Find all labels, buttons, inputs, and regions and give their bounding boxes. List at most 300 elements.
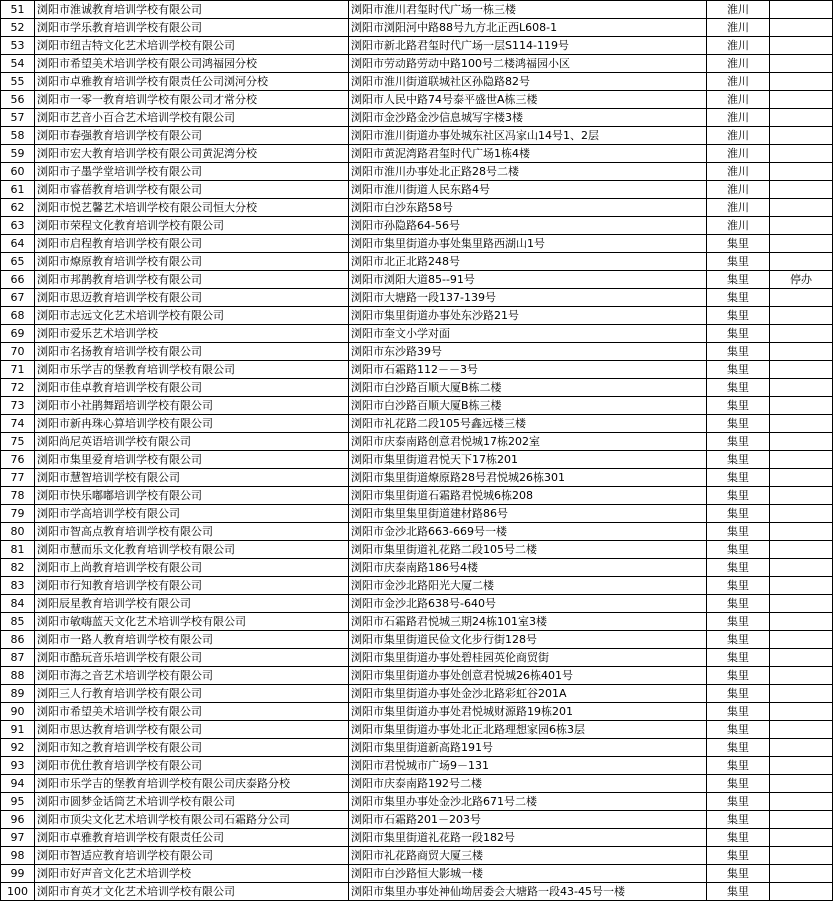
address-cell: 浏阳市君悦城市广场9－131 [349,757,707,775]
status-cell [770,649,833,667]
status-cell [770,559,833,577]
district-cell: 集里 [707,793,770,811]
status-cell [770,55,833,73]
status-cell [770,595,833,613]
table-row [1,667,833,685]
school-name-cell: 浏阳市上尚教育培训学校有限公司 [35,559,349,577]
status-cell [770,199,833,217]
row-number-cell: 66 [1,271,35,289]
table-row [1,433,833,451]
district-cell: 淮川 [707,217,770,235]
row-number-cell: 95 [1,793,35,811]
district-cell: 集里 [707,541,770,559]
district-cell: 淮川 [707,55,770,73]
row-number-cell: 85 [1,613,35,631]
address-cell: 浏阳市礼花路商贸大厦三楼 [349,847,707,865]
school-name-cell: 浏阳市智高点教育培训学校有限公司 [35,523,349,541]
address-cell: 浏阳市金沙北路663-669号一楼 [349,523,707,541]
district-cell: 集里 [707,685,770,703]
address-cell: 浏阳市集里街道石霜路君悦城6栋208 [349,487,707,505]
school-name-cell: 浏阳市荣程文化教育培训学校有限公司 [35,217,349,235]
school-name-cell: 浏阳市纽吉特文化艺术培训学校有限公司 [35,37,349,55]
district-cell: 集里 [707,703,770,721]
table-row [1,523,833,541]
row-number-cell: 79 [1,505,35,523]
district-cell: 淮川 [707,145,770,163]
table-row [1,703,833,721]
row-number-cell: 59 [1,145,35,163]
school-name-cell: 浏阳市一零一教育培训学校有限公司才常分校 [35,91,349,109]
school-name-cell: 浏阳市邦鹊教育培训学校有限公司 [35,271,349,289]
school-name-cell: 浏阳市卓雅教育培训学校有限责任公司 [35,829,349,847]
address-cell: 浏阳市淮川办事处北正路28号二楼 [349,163,707,181]
school-name-cell: 浏阳市学乐教育培训学校有限公司 [35,19,349,37]
school-name-cell: 浏阳辰星教育培训学校有限公司 [35,595,349,613]
table-row [1,685,833,703]
district-cell: 淮川 [707,199,770,217]
table-row [1,397,833,415]
district-cell: 集里 [707,649,770,667]
table-row [1,451,833,469]
school-name-cell: 浏阳市知之教育培训学校有限公司 [35,739,349,757]
district-cell: 集里 [707,253,770,271]
row-number-cell: 55 [1,73,35,91]
row-number-cell: 75 [1,433,35,451]
table-row [1,1,833,19]
district-cell: 集里 [707,883,770,901]
table-row [1,487,833,505]
table-row [1,307,833,325]
table-row [1,757,833,775]
school-name-cell: 浏阳市乐学吉的堡教育培训学校有限公司 [35,361,349,379]
address-cell: 浏阳市集里街道民俭文化步行街128号 [349,631,707,649]
row-number-cell: 73 [1,397,35,415]
school-name-cell: 浏阳市春强教育培训学校有限公司 [35,127,349,145]
status-cell [770,253,833,271]
status-cell [770,343,833,361]
district-cell: 集里 [707,469,770,487]
school-name-cell: 浏阳市慧智培训学校有限公司 [35,469,349,487]
school-name-cell: 浏阳市志远文化艺术培训学校有限公司 [35,307,349,325]
district-cell: 淮川 [707,181,770,199]
district-cell: 集里 [707,433,770,451]
status-cell [770,181,833,199]
row-number-cell: 62 [1,199,35,217]
school-name-cell: 浏阳市佳卓教育培训学校有限公司 [35,379,349,397]
address-cell: 浏阳市集里街道办事处创意君悦城26栋401号 [349,667,707,685]
district-cell: 集里 [707,523,770,541]
school-name-cell: 浏阳市小社鹃舞蹈培训学校有限公司 [35,397,349,415]
district-cell: 集里 [707,577,770,595]
status-cell [770,73,833,91]
address-cell: 浏阳市庆泰南路创意君悦城17栋202室 [349,433,707,451]
district-cell: 集里 [707,289,770,307]
district-cell: 淮川 [707,109,770,127]
address-cell: 浏阳市庆泰南路192号二楼 [349,775,707,793]
district-cell: 淮川 [707,73,770,91]
address-cell: 浏阳市北正北路248号 [349,253,707,271]
address-cell: 浏阳市浏阳河中路88号九方北正西L608-1 [349,19,707,37]
address-cell: 浏阳市东沙路39号 [349,343,707,361]
table-row [1,793,833,811]
row-number-cell: 80 [1,523,35,541]
row-number-cell: 96 [1,811,35,829]
district-cell: 集里 [707,811,770,829]
row-number-cell: 68 [1,307,35,325]
district-cell: 淮川 [707,163,770,181]
district-cell: 集里 [707,307,770,325]
address-cell: 浏阳市集里办事处金沙北路671号二楼 [349,793,707,811]
school-name-cell: 浏阳市酷玩音乐培训学校有限公司 [35,649,349,667]
school-name-cell: 浏阳市思达教育培训学校有限公司 [35,721,349,739]
table-row [1,163,833,181]
address-cell: 浏阳市新北路君玺时代广场一层S114-119号 [349,37,707,55]
table-row [1,109,833,127]
row-number-cell: 57 [1,109,35,127]
status-cell [770,829,833,847]
table-row [1,595,833,613]
table-row [1,505,833,523]
status-cell [770,487,833,505]
row-number-cell: 71 [1,361,35,379]
row-number-cell: 69 [1,325,35,343]
school-name-cell: 浏阳市悦艺馨艺术培训学校有限公司恒大分校 [35,199,349,217]
status-cell [770,775,833,793]
status-cell [770,19,833,37]
school-name-cell: 浏阳市希望美术培训学校有限公司鸿福园分校 [35,55,349,73]
row-number-cell: 54 [1,55,35,73]
row-number-cell: 70 [1,343,35,361]
district-cell: 集里 [707,739,770,757]
school-name-cell: 浏阳市燎原教育培训学校有限公司 [35,253,349,271]
table-row [1,145,833,163]
district-cell: 集里 [707,559,770,577]
table-row [1,55,833,73]
address-cell: 浏阳市集里集里街道建材路86号 [349,505,707,523]
status-cell [770,235,833,253]
table-row [1,847,833,865]
table-row [1,577,833,595]
status-cell [770,613,833,631]
address-cell: 浏阳市金沙路金沙信息城写字楼3楼 [349,109,707,127]
school-name-cell: 浏阳市育英才文化艺术培训学校有限公司 [35,883,349,901]
status-cell [770,523,833,541]
address-cell: 浏阳市集里街道办事处君悦城财源路19栋201 [349,703,707,721]
table-row [1,739,833,757]
table-body [1,1,833,901]
row-number-cell: 88 [1,667,35,685]
district-cell: 集里 [707,451,770,469]
status-cell [770,847,833,865]
status-cell [770,361,833,379]
district-cell: 集里 [707,235,770,253]
status-cell [770,397,833,415]
district-cell: 集里 [707,829,770,847]
address-cell: 浏阳市黄泥湾路君玺时代广场1栋4楼 [349,145,707,163]
row-number-cell: 61 [1,181,35,199]
address-cell: 浏阳市集里街道办事处集里路西湖山1号 [349,235,707,253]
row-number-cell: 72 [1,379,35,397]
table-row [1,199,833,217]
district-cell: 集里 [707,415,770,433]
status-cell: 停办 [770,271,833,289]
status-cell [770,541,833,559]
table-row [1,613,833,631]
school-name-cell: 浏阳市思迈教育培训学校有限公司 [35,289,349,307]
row-number-cell: 63 [1,217,35,235]
district-cell: 集里 [707,757,770,775]
status-cell [770,325,833,343]
address-cell: 浏阳市大塘路一段137-139号 [349,289,707,307]
row-number-cell: 84 [1,595,35,613]
table-row [1,775,833,793]
row-number-cell: 67 [1,289,35,307]
status-cell [770,451,833,469]
status-cell [770,415,833,433]
row-number-cell: 74 [1,415,35,433]
school-name-cell: 浏阳市集里爱育培训学校有限公司 [35,451,349,469]
table-row [1,379,833,397]
address-cell: 浏阳市礼花路二段105号鑫远楼三楼 [349,415,707,433]
school-name-cell: 浏阳市爱乐艺术培训学校 [35,325,349,343]
table-row [1,217,833,235]
table-row [1,811,833,829]
row-number-cell: 98 [1,847,35,865]
address-cell: 浏阳市白沙东路58号 [349,199,707,217]
status-cell [770,883,833,901]
school-name-cell: 浏阳市快乐嘟嘟培训学校有限公司 [35,487,349,505]
table-row [1,883,833,901]
status-cell [770,307,833,325]
status-cell [770,289,833,307]
school-name-cell: 浏阳市行知教育培训学校有限公司 [35,577,349,595]
status-cell [770,703,833,721]
row-number-cell: 89 [1,685,35,703]
address-cell: 浏阳市白沙路百顺大厦B栋三楼 [349,397,707,415]
school-name-cell: 浏阳市新冉珠心算培训学校有限公司 [35,415,349,433]
school-name-cell: 浏阳市名扬教育培训学校有限公司 [35,343,349,361]
row-number-cell: 58 [1,127,35,145]
table-row [1,631,833,649]
row-number-cell: 51 [1,1,35,19]
school-name-cell: 浏阳市一路人教育培训学校有限公司 [35,631,349,649]
school-name-cell: 浏阳市宏大教育培训学校有限公司黄泥湾分校 [35,145,349,163]
row-number-cell: 86 [1,631,35,649]
status-cell [770,865,833,883]
address-cell: 浏阳市淮川街道联城社区孙隐路82号 [349,73,707,91]
table-row [1,649,833,667]
district-cell: 集里 [707,325,770,343]
address-cell: 浏阳市淮川街道人民东路4号 [349,181,707,199]
school-name-cell: 浏阳市睿蓓教育培训学校有限公司 [35,181,349,199]
row-number-cell: 82 [1,559,35,577]
row-number-cell: 97 [1,829,35,847]
address-cell: 浏阳市石霜路君悦城三期24栋101室3楼 [349,613,707,631]
table-row [1,829,833,847]
address-cell: 浏阳市集里街道礼花路二段105号二楼 [349,541,707,559]
row-number-cell: 99 [1,865,35,883]
table-row [1,181,833,199]
table-row [1,127,833,145]
address-cell: 浏阳市集里街道办事处碧桂园英伦商贸街 [349,649,707,667]
district-cell: 集里 [707,361,770,379]
district-cell: 集里 [707,595,770,613]
address-cell: 浏阳市淮川君玺时代广场一栋三楼 [349,1,707,19]
school-name-cell: 浏阳市启程教育培训学校有限公司 [35,235,349,253]
address-cell: 浏阳市集里办事处神仙坳居委会大塘路一段43-45号一楼 [349,883,707,901]
table-row [1,19,833,37]
status-cell [770,37,833,55]
district-cell: 淮川 [707,1,770,19]
address-cell: 浏阳市集里街道燎原路28号君悦城26栋301 [349,469,707,487]
row-number-cell: 93 [1,757,35,775]
school-name-cell: 浏阳市希望美术培训学校有限公司 [35,703,349,721]
school-name-cell: 浏阳市乐学吉的堡教育培训学校有限公司庆泰路分校 [35,775,349,793]
school-name-cell: 浏阳市圆梦金话筒艺术培训学校有限公司 [35,793,349,811]
status-cell [770,739,833,757]
status-cell [770,811,833,829]
table-row [1,91,833,109]
school-name-cell: 浏阳市卓雅教育培训学校有限责任公司浏河分校 [35,73,349,91]
status-cell [770,217,833,235]
district-cell: 集里 [707,379,770,397]
district-cell: 集里 [707,613,770,631]
district-cell: 集里 [707,865,770,883]
address-cell: 浏阳市集里街道君悦天下17栋201 [349,451,707,469]
address-cell: 浏阳市集里街道礼花路一段182号 [349,829,707,847]
table-row [1,415,833,433]
status-cell [770,469,833,487]
status-cell [770,163,833,181]
status-cell [770,109,833,127]
status-cell [770,145,833,163]
table-row [1,253,833,271]
address-cell: 浏阳市淮川街道办事处城东社区冯家山14号1、2层 [349,127,707,145]
table-row [1,559,833,577]
status-cell [770,505,833,523]
address-cell: 浏阳市金沙北路阳光大厦二楼 [349,577,707,595]
table-row [1,361,833,379]
row-number-cell: 53 [1,37,35,55]
table-row [1,271,833,289]
table-row [1,865,833,883]
address-cell: 浏阳市集里街道办事处金沙北路彩虹谷201A [349,685,707,703]
school-name-cell: 浏阳市敏嗨蓝天文化艺术培训学校有限公司 [35,613,349,631]
school-name-cell: 浏阳市艺音小百合艺术培训学校有限公司 [35,109,349,127]
school-name-cell: 浏阳市好声音文化艺术培训学校 [35,865,349,883]
row-number-cell: 83 [1,577,35,595]
row-number-cell: 94 [1,775,35,793]
row-number-cell: 87 [1,649,35,667]
school-name-cell: 浏阳市子墨学堂培训学校有限公司 [35,163,349,181]
district-cell: 淮川 [707,91,770,109]
table-row [1,325,833,343]
row-number-cell: 64 [1,235,35,253]
table-row [1,289,833,307]
school-name-cell: 浏阳三人行教育培训学校有限公司 [35,685,349,703]
school-name-cell: 浏阳尚尼英语培训学校有限公司 [35,433,349,451]
table-row [1,469,833,487]
address-cell: 浏阳市劳动路劳动中路100号二楼鸿福园小区 [349,55,707,73]
status-cell [770,433,833,451]
district-cell: 集里 [707,721,770,739]
address-cell: 浏阳市孙隐路64-56号 [349,217,707,235]
status-cell [770,667,833,685]
row-number-cell: 56 [1,91,35,109]
row-number-cell: 90 [1,703,35,721]
table-row [1,541,833,559]
status-cell [770,91,833,109]
address-cell: 浏阳市集里街道办事处北正北路理想家园6栋3层 [349,721,707,739]
address-cell: 浏阳市石霜路201－203号 [349,811,707,829]
school-name-cell: 浏阳市海之音艺术培训学校有限公司 [35,667,349,685]
address-cell: 浏阳市石霜路112－－3号 [349,361,707,379]
district-cell: 淮川 [707,127,770,145]
table-row [1,73,833,91]
status-cell [770,1,833,19]
row-number-cell: 81 [1,541,35,559]
district-cell: 集里 [707,775,770,793]
status-cell [770,379,833,397]
row-number-cell: 78 [1,487,35,505]
district-cell: 集里 [707,487,770,505]
address-cell: 浏阳市集里街道办事处东沙路21号 [349,307,707,325]
row-number-cell: 92 [1,739,35,757]
row-number-cell: 52 [1,19,35,37]
address-cell: 浏阳市白沙路百顺大厦B栋二楼 [349,379,707,397]
district-cell: 集里 [707,505,770,523]
row-number-cell: 100 [1,883,35,901]
address-cell: 浏阳市白沙路恒大影城一楼 [349,865,707,883]
row-number-cell: 76 [1,451,35,469]
school-name-cell: 浏阳市优仕教育培训学校有限公司 [35,757,349,775]
district-cell: 集里 [707,667,770,685]
row-number-cell: 77 [1,469,35,487]
school-name-cell: 浏阳市顶尖文化艺术培训学校有限公司石霜路分公司 [35,811,349,829]
district-cell: 淮川 [707,19,770,37]
status-cell [770,721,833,739]
address-cell: 浏阳市金沙北路638号-640号 [349,595,707,613]
address-cell: 浏阳市人民中路74号泰平盛世A栋三楼 [349,91,707,109]
table-row [1,235,833,253]
district-cell: 集里 [707,631,770,649]
school-name-cell: 浏阳市慧而乐文化教育培训学校有限公司 [35,541,349,559]
table-row [1,37,833,55]
address-cell: 浏阳市浏阳大道85--91号 [349,271,707,289]
district-cell: 淮川 [707,37,770,55]
district-cell: 集里 [707,271,770,289]
district-cell: 集里 [707,343,770,361]
status-cell [770,631,833,649]
district-cell: 集里 [707,397,770,415]
status-cell [770,685,833,703]
status-cell [770,757,833,775]
table-row [1,343,833,361]
school-name-cell: 浏阳市学高培训学校有限公司 [35,505,349,523]
school-name-cell: 浏阳市智适应教育培训学校有限公司 [35,847,349,865]
row-number-cell: 91 [1,721,35,739]
school-name-cell: 浏阳市淮诚教育培训学校有限公司 [35,1,349,19]
row-number-cell: 60 [1,163,35,181]
table-row [1,721,833,739]
address-cell: 浏阳市庆泰南路186号4楼 [349,559,707,577]
district-cell: 集里 [707,847,770,865]
status-cell [770,793,833,811]
row-number-cell: 65 [1,253,35,271]
status-cell [770,127,833,145]
status-cell [770,577,833,595]
address-cell: 浏阳市集里街道新高路191号 [349,739,707,757]
